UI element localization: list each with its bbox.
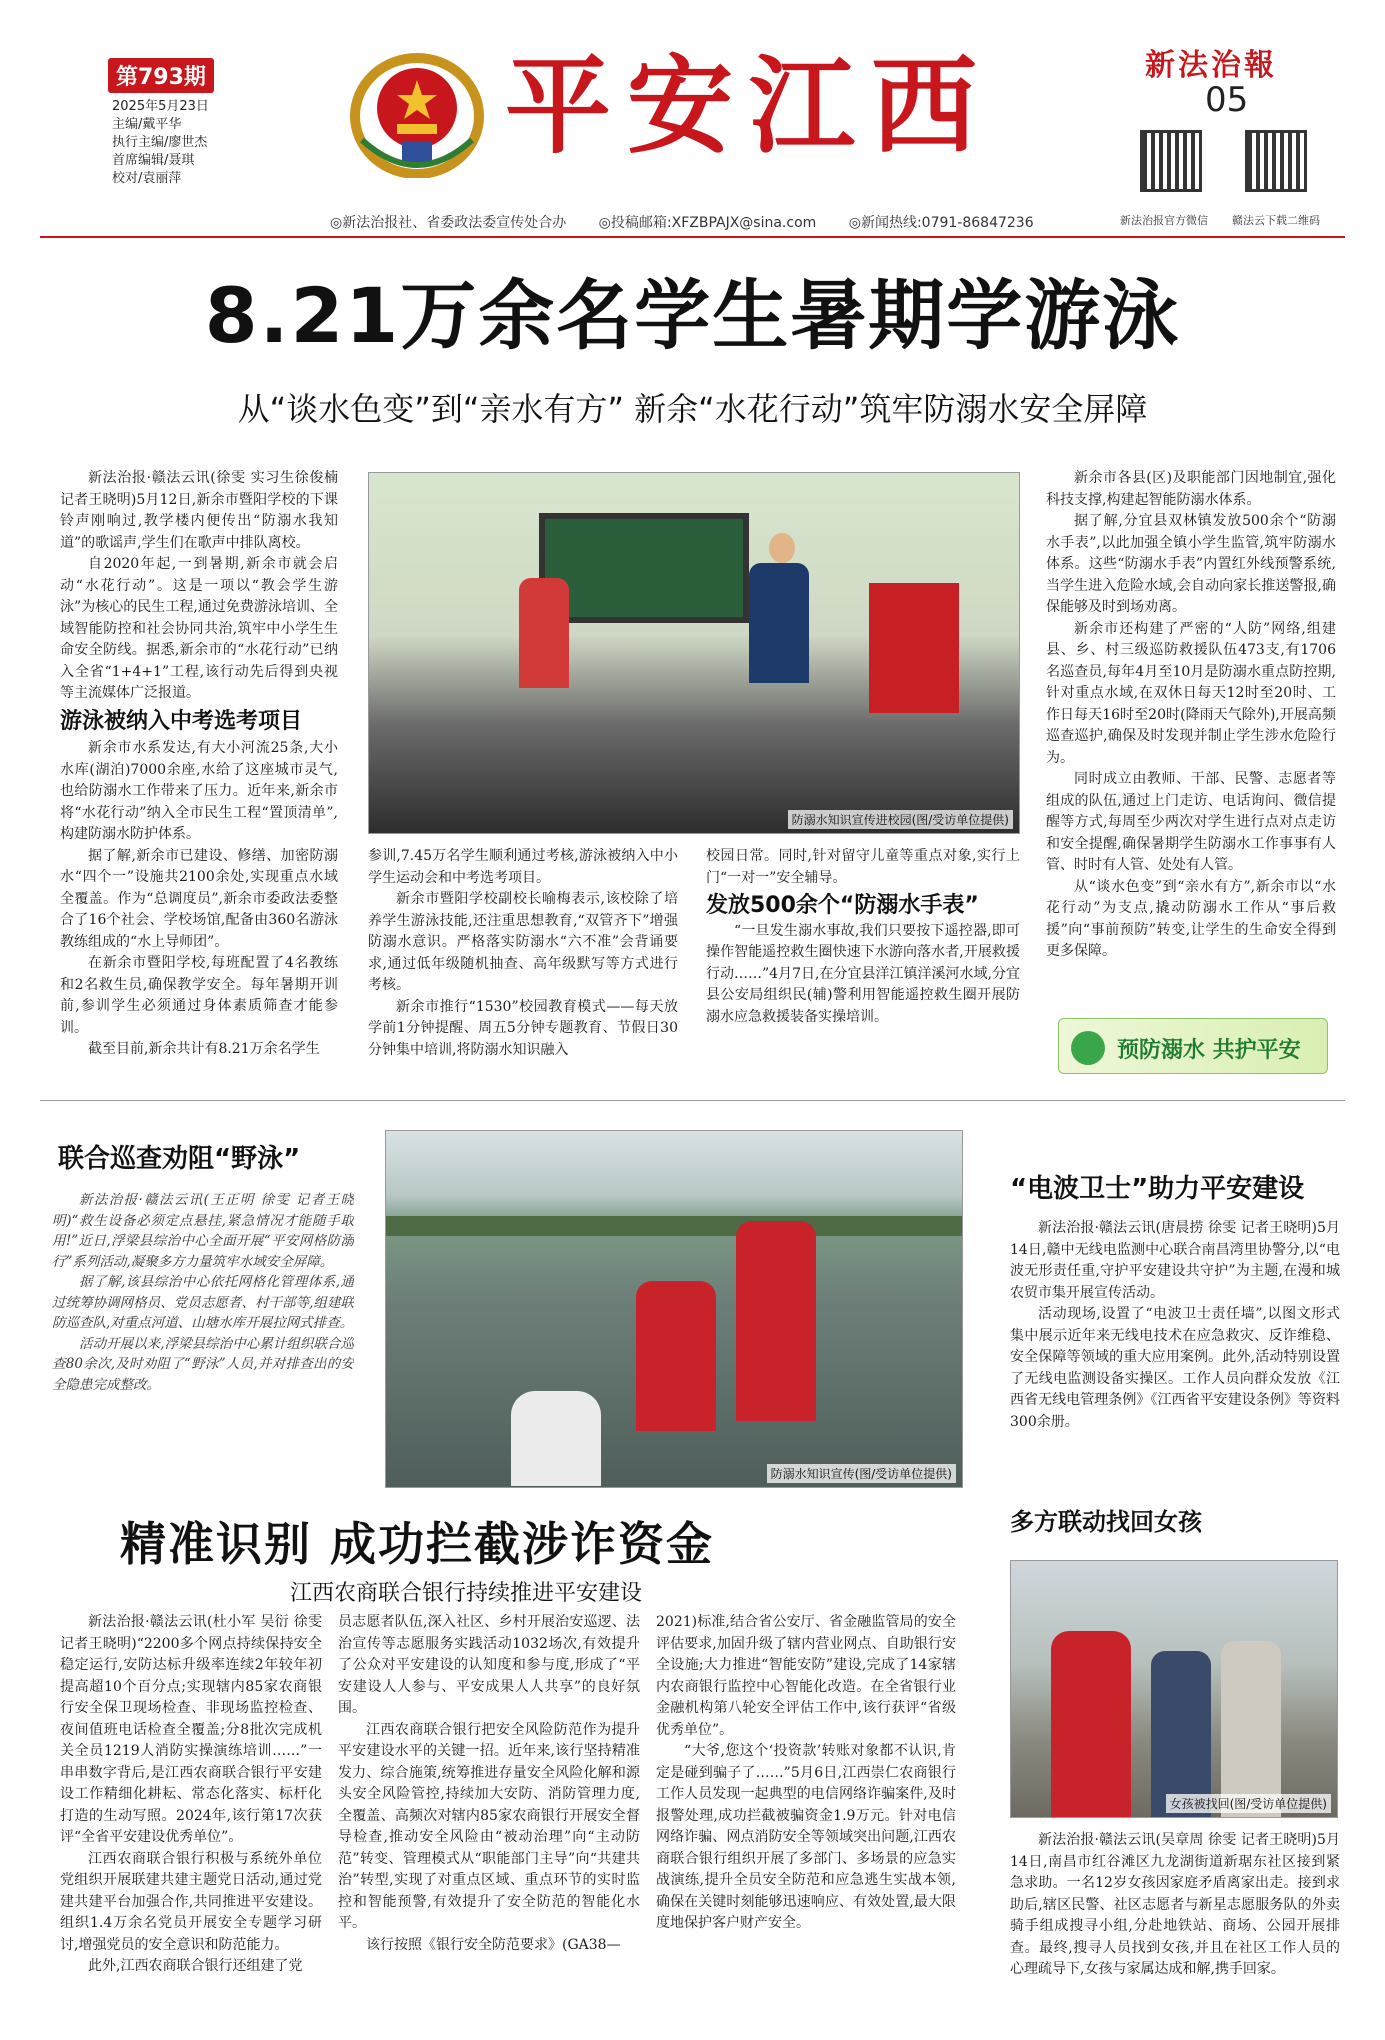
info-bar [330, 212, 1060, 232]
fraud-headline: 精准识别 成功拦截涉诈资金 [120, 1517, 715, 1571]
first-editor: 首席编辑/聂琪 [112, 153, 195, 168]
fraud-c1-p1: 新法治报·赣法云讯(杜小军 吴衍 徐雯 记者王晓明)“2200多个网点持续保持安全稳定运行,安防达标升级率连续2年较年初提高超10个百分点;实现辖内85家农商银行安全保卫现场检查、非现场监控检查、夜间值班电话检查全覆盖;分8批次完成机关全员1219人消防实操演练培训……”一串串数字背后,是江西农商联合银行平安建设工作精细化耕耘、常态化落实、标杆化打造的生动写照。2024年,该行第17次获评“全省平安建设优秀单位”。 [60, 1614, 322, 1845]
proofreader: 校对/袁丽萍 [112, 171, 182, 186]
masthead-divider [40, 236, 1345, 238]
lead-col2-p1: 参训,7.45万名学生顺利通过考核,游泳被纳入中小学生运动会和中考选考项目。 [368, 848, 678, 886]
fraud-column-3 [656, 1612, 956, 2032]
classroom-screen [539, 513, 749, 623]
fraud-column-1 [60, 1612, 322, 2032]
fraud-subheadline: 江西农商联合银行持续推进平安建设 [290, 1581, 643, 1606]
fraud-c2-p2: 江西农商联合银行把安全风险防范作为提升平安建设水平的关键一招。近年来,该行坚持精准发力、综合施策,统筹推进存量安全风险化解和源头安全风险管控,持续加大安防、消防管理力度,全覆盖、高频次对辖内85家农商银行开展安全督导检查,推动安全风险由“被动治理”向“主动防范”转变、管理模式从“职能部门主导”向“共建共治”转型,实现了对重点区域、重点环节的实时监控和智能预警,有效提升了安全防范的智能化水平。 [338, 1721, 640, 1931]
fraud-c1-p3: 此外,江西农商联合银行还组建了党 [88, 1958, 303, 1974]
volunteer-figure-2 [736, 1221, 816, 1421]
girl-found-photo [1010, 1560, 1338, 1818]
lead-col4-p5: 从“谈水色变”到“亲水有方”,新余市以“水花行动”为支点,撬动防溺水工作从“事后救援”向“事前预防”转变,让学生的生命安全得到更多保障。 [1046, 878, 1336, 959]
lead-col4-p1: 新余市各县(区)及职能部门因地制宜,强化科技支撑,构建起智能防溺水体系。 [1046, 470, 1336, 508]
girl-photo-caption: 女孩被找回(图/受访单位提供) [1166, 1794, 1331, 1813]
radio-headline: “电波卫士”助力平安建设 [1010, 1174, 1305, 1204]
info-sponsor: ◎新法治报社、省委政法委宣传处合办 [330, 215, 567, 231]
issue-number: 第793期 [108, 58, 214, 93]
info-email: ◎投稿邮箱:XFZBPAJX@sina.com [598, 215, 817, 231]
radio-p1: 新法治报·赣法云讯(唐晨捞 徐雯 记者王晓明)5月14日,赣中无线电监测中心联合南昌湾里协警分,以“电波无形责任重,守护平安建设共守护”为主题,在漫和城农贸市集开展宣传活动。 [1010, 1220, 1340, 1301]
lead-col4-p2: 据了解,分宜县双林镇发放500余个“防溺水手表”,以此加强全镇小学生监管,筑牢防溺水体系。这些“防溺水手表”内置红外线预警系统,当学生进入危险水域,会自动向家长推送警报,确保能够及时到场劝离。 [1046, 513, 1336, 615]
patrol-photo-caption: 防溺水知识宣传(图/受访单位提供) [767, 1464, 956, 1483]
lead-col1-p6: 截至目前,新余共计有8.21万余名学生 [88, 1041, 320, 1057]
girl-body [1010, 1830, 1340, 2030]
volunteer-figure-1 [636, 1281, 716, 1431]
fraud-column-2 [338, 1612, 640, 2032]
lead-col4-p3: 新余市还构建了严密的“人防”网络,组建县、乡、村三级巡防救援队伍473支,有1706名巡查员,每年4月至10月是防溺水重点防控期,针对重点水域,在双休日每天12时至20时、工作日每天16时至20时(降雨天气除外),开展高频巡查巡护,确保及时发现并制止学生涉水危险行为。 [1046, 620, 1336, 766]
police-officer-figure [749, 563, 809, 683]
lead-col1-p3: 新余市水系发达,有大小河流25条,大小水库(湖泊)7000余座,水给了这座城市灵气,也给防溺水工作带来了压力。近年来,新余市将“水花行动”纳入全市民生工程“置顶清单”,构建防溺水防护体系。 [60, 740, 338, 842]
fraud-c2-p1: 员志愿者队伍,深入社区、乡村开展治安巡逻、法治宣传等志愿服务实践活动1032场次,有效提升了公众对平安建设的认知度和参与度,形成了“平安建设人人参与、平安成果人人共享”的良好氛围。 [338, 1614, 640, 1716]
section-divider-1 [40, 1100, 1345, 1101]
qr-wechat-label: 新法治报官方微信 [1120, 214, 1208, 227]
lead-col2-p2: 新余市暨阳学校副校长喻梅表示,该校除了培养学生游泳技能,还注重思想教育,“双管齐下”增强防溺水意识。严格落实防溺水“六不准”会背诵要求,通过低年级随机抽查、高年级默写等方式进行考核。 [368, 891, 678, 993]
lead-col1-p2: 自2020年起,一到暑期,新余市就会启动“水花行动”。这是一项以“教会学生游泳”为核心的民生工程,通过免费游泳培训、全域智能防控和社会协同共治,筑牢中小学生生命安全防线。据悉,新余市的“水花行动”已纳入全省“1+4+1”工程,该行动先后得到央视等主流媒体广泛报道。 [60, 556, 338, 701]
lead-column-4 [1046, 468, 1336, 1008]
patrol-p3: 活动开展以来,浮梁县综治中心累计组织联合巡查80余次,及时劝阻了“野泳”人员,并对排查出的安全隐患完成整改。 [52, 1335, 354, 1393]
far-riverbank [386, 1216, 963, 1236]
fraud-c1-p2: 江西农商联合银行积极与系统外单位党组织开展联建共建主题党日活动,通过党建共建平台加强合作,共同推进平安建设。组织1.4万余名党员开展安全专题学习研讨,增强党员的安全意识和防范能力。 [60, 1850, 322, 1953]
red-banner [869, 583, 959, 713]
lead-col3-subhead: 发放500余个“防溺水手表” [706, 893, 979, 918]
family-figure [1221, 1641, 1281, 1818]
police-officer-head [769, 533, 795, 563]
lead-col1-p5: 在新余市暨阳学校,每班配置了4名教练和2名救生员,确保教学安全。每年暑期开训前,参训学生必须通过身体素质筛查才能参训。 [60, 955, 338, 1036]
lead-col3-p1: 校园日常。同时,针对留守儿童等重点对象,实行上门“一对一”安全辅导。 [706, 848, 1020, 886]
police-emblem-icon [342, 50, 492, 178]
qr-code-app-icon[interactable] [1245, 130, 1307, 192]
volunteer-figure-3 [1051, 1631, 1131, 1818]
swimmer-figure [511, 1391, 601, 1486]
patrol-p2: 据了解,该县综治中心依托网格化管理体系,通过统筹协调网格员、党员志愿者、村干部等,组建联防巡查队,对重点河道、山塘水库开展拉网式排查。 [52, 1274, 354, 1331]
lead-col1-subhead: 游泳被纳入中考选考项目 [60, 708, 303, 734]
lead-subheadline: 从“谈水色变”到“亲水有方” 新余“水花行动”筑牢防溺水安全屏障 [237, 390, 1148, 428]
lead-col2-p3: 新余市推行“1530”校园教育模式——每天放学前1分钟提醒、周五5分钟专题教育、节假日30分钟集中培训,将防溺水知识融入 [368, 998, 678, 1058]
qr-code-wechat-icon[interactable] [1140, 130, 1202, 192]
chief-editor: 主编/戴平华 [112, 117, 182, 132]
lead-headline: 8.21万余名学生暑期学游泳 [204, 271, 1181, 360]
safety-banner [1058, 1018, 1328, 1074]
volunteer-figure [519, 578, 569, 688]
masthead-title: 平安江西 [505, 43, 993, 168]
fraud-c3-p2: “大爷,您这个‘投资款’转账对象都不认识,肯定是碰到骗子了……”5月6日,江西崇仁农商银行工作人员发现一起典型的电信网络诈骗案件,及时报警处理,成功拦截被骗资金1.9万元。针对电信网络诈骗、网点消防安全等领域突出问题,江西农商联合银行组织开展了多部门、多场景的应急实战演练,提升全员安全防范和应急逃生实战本领,确保在关键时刻能够迅速响应、有效处置,最大限度地保护客户财产安全。 [656, 1743, 956, 1931]
lead-column-2 [368, 846, 678, 1076]
girl-figure [1151, 1651, 1211, 1818]
banner-decoration-icon [1071, 1031, 1105, 1065]
lead-col1-p4: 据了解,新余市已建设、修缮、加密防溺水“四个一”设施共2100余处,实现重点水域全覆盖。作为“总调度员”,新余市委政法委整合了16个社会、学校场馆,配备由360名游泳教练组成的“水上导师团”。 [60, 847, 338, 950]
radio-p2: 活动现场,设置了“电波卫士责任墙”,以图文形式集中展示近年来无线电技术在应急救灾、反诈维稳、安全保障等领域的重大应用案例。此外,活动特别设置了无线电监测设备实操区。工作人员向群众发放《江西省无线电管理条例》《江西省平安建设条例》等资料300余册。 [1010, 1306, 1340, 1430]
patrol-p1: 新法治报·赣法云讯(王正明 徐雯 记者王晓明)“救生设备必须定点悬挂,紧急情况才能随手取用!”近日,浮梁县综治中心全面开展“平安网格防溺行”系列活动,凝聚多方力量筑牢水域安全屏障。 [52, 1192, 354, 1270]
girl-headline: 多方联动找回女孩 [1010, 1508, 1202, 1536]
info-hotline: ◎新闻热线:0791-86847236 [848, 215, 1034, 231]
fraud-c3-p1: 2021)标准,结合省公安厅、省金融监管局的安全评估要求,加固升级了辖内营业网点、自助银行安全设施;大力推进“智能安防”建设,完成了14家辖内农商银行监控中心智能化改造。在全省银行业金融机构第八轮安全评估工作中,该行获评“省级优秀单位”。 [656, 1614, 956, 1738]
girl-p1: 新法治报·赣法云讯(吴章周 徐雯 记者王晓明)5月14日,南昌市红谷滩区九龙湖街道新琚东社区接到紧急求助。一名12岁女孩因家庭矛盾离家出走。接到求助后,辖区民警、社区志愿者与新星志愿服务队的外卖骑手组成搜寻小组,分赴地铁站、商场、公园开展排查。最终,搜寻人员找到女孩,并且在社区工作人员的心理疏导下,女孩与家属达成和解,携手回家。 [1010, 1832, 1340, 1977]
school-classroom-photo [368, 472, 1020, 834]
patrol-body [52, 1190, 354, 1470]
radio-body [1010, 1218, 1340, 1478]
issue-date: 2025年5月23日 [112, 99, 209, 114]
lead-column-3 [706, 846, 1020, 1076]
lead-photo-caption: 防溺水知识宣传进校园(图/受访单位提供) [788, 810, 1013, 829]
masthead-meta [112, 98, 209, 188]
lead-column-1 [60, 468, 338, 1088]
patrol-headline: 联合巡查劝阻“野泳” [58, 1144, 301, 1174]
exec-editor: 执行主编/廖世杰 [112, 135, 208, 150]
qr-app-label: 赣法云下载二维码 [1232, 214, 1320, 227]
fraud-c2-p3: 该行按照《银行安全防范要求》(GA38— [366, 1936, 621, 1953]
lead-col1-p1: 新法治报·赣法云讯(徐雯 实习生徐俊楠 记者王晓明)5月12日,新余市暨阳学校的下课铃声刚响过,教学楼内便传出“防溺水我知道”的歌谣声,学生们在歌声中排队离校。 [60, 470, 338, 551]
banner-text: 预防溺水 共护平安 [1117, 1038, 1301, 1063]
lead-col4-p4: 同时成立由教师、干部、民警、志愿者等组成的队伍,通过上门走访、电话询问、微信提醒等方式,每周至少两次对学生进行点对点走访和安全提醒,确保暑期学生防溺水工作事事有人管、时时有人管、处处有人管。 [1046, 771, 1336, 873]
riverside-patrol-photo [385, 1130, 963, 1488]
paper-name: 新法治報 [1145, 48, 1277, 83]
lead-col3-p2: “一旦发生溺水事故,我们只要按下遥控器,即可操作智能遥控救生圈快速下水游向落水者,开展救援行动……”4月7日,在分宜县洋江镇洋溪河水域,分宜县公安局组织民(辅)警利用智能遥控救生圈开展防溺水应急救援装备实操培训。 [706, 922, 1020, 1025]
page-number: 05 [1205, 80, 1249, 120]
